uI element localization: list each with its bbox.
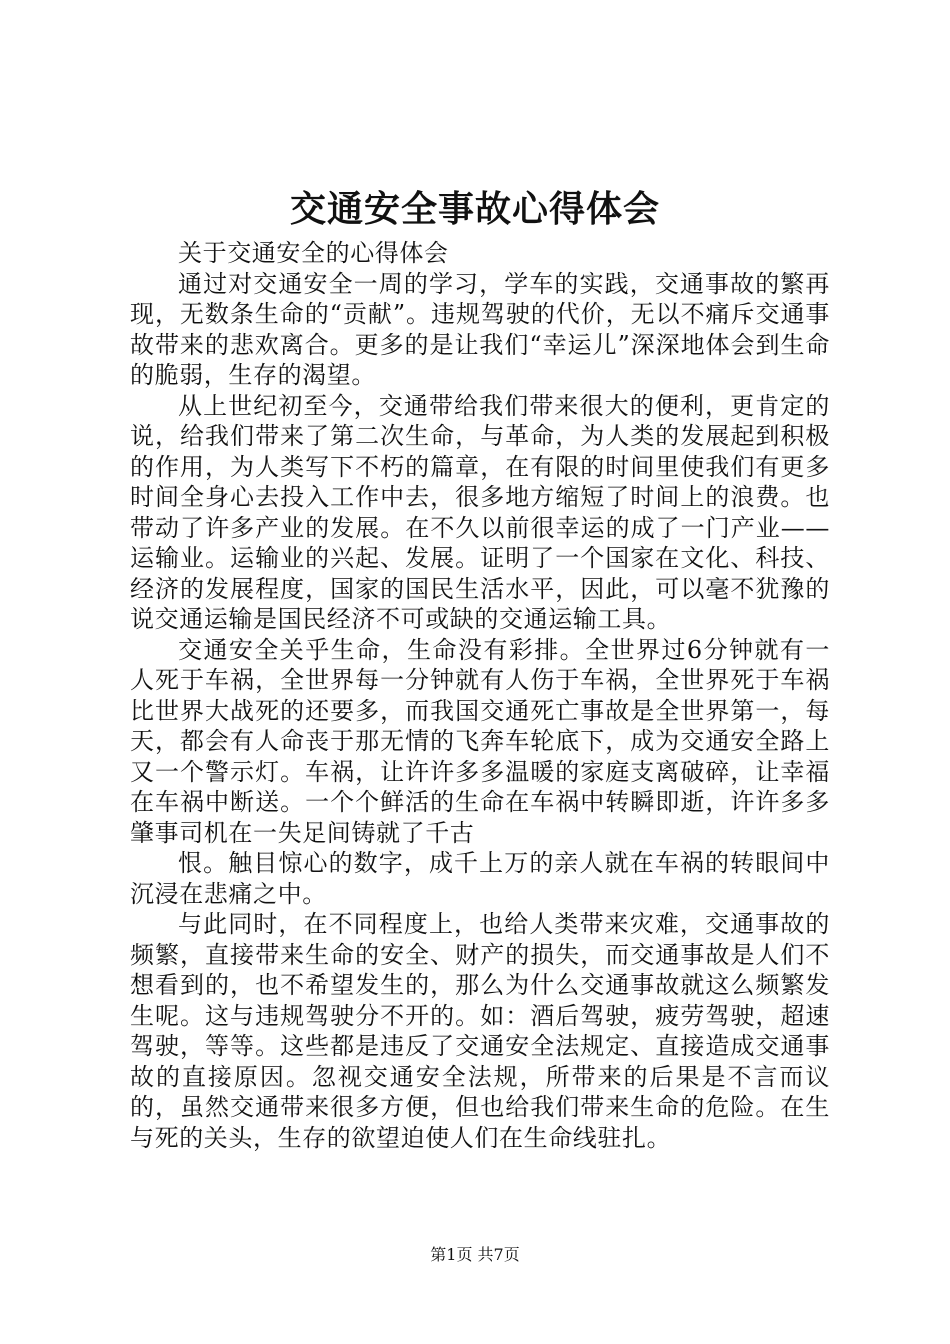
page-number-indicator: 第1页 共7页 xyxy=(430,1245,520,1264)
body-paragraph: 从上世纪初至今，交通带给我们带来很大的便利，更肯定的说，给我们带来了第二次生命，与革命，为人类的发展起到积极的作用，为人类写下不朽的篇章，在有限的时间里使我们有更多时间全身心去投入工作中去，很多地方缩短了时间上的浪费。也带动了许多产业的发展。在不久以前很幸运的成了一门产业——运输业。运输业的兴起、发展。证明了一个国家在文化、科技、经济的发展程度，国家的国民生活水平，因此，可以毫不犹豫的说交通运输是国民经济不可或缺的交通运输工具。 xyxy=(130,391,830,633)
subtitle-paragraph: 关于交通安全的心得体会 xyxy=(178,239,449,267)
document-body xyxy=(130,238,830,1153)
body-paragraph: 通过对交通安全一周的学习，学车的实践，交通事故的繁再现，无数条生命的“贡献”。违规驾驶的代价，无以不痛斥交通事故带来的悲欢离合。更多的是让我们“幸运儿”深深地体会到生命的脆弱，生存的渴望。 xyxy=(130,269,830,389)
body-paragraph: 交通安全关乎生命，生命没有彩排。全世界过6分钟就有一人死于车祸，全世界每一分钟就有人伤于车祸，全世界死于车祸比世界大战死的还要多，而我国交通死亡事故是全世界第一，每天，都会有人命丧于那无情的飞奔车轮底下，成为交通安全路上又一个警示灯。车祸，让许许多多温暖的家庭支离破碎，让幸福在车祸中断送。一个个鲜活的生命在车祸中转瞬即逝，许许多多肇事司机在一失足间铸就了千古 xyxy=(130,635,830,847)
body-paragraph: 与此同时，在不同程度上，也给人类带来灾难，交通事故的频繁，直接带来生命的安全、财产的损失，而交通事故是人们不想看到的，也不希望发生的，那么为什么交通事故就这么频繁发生呢。这与违规驾驶分不开的。如：酒后驾驶，疲劳驾驶，超速驾驶，等等。这些都是违反了交通安全法规定、直接造成交通事故的直接原因。忽视交通安全法规，所带来的后果是不言而议的，虽然交通带来很多方便，但也给我们带来生命的危险。在生与死的关头，生存的欲望迫使人们在生命线驻扎。 xyxy=(130,910,830,1152)
document-title: 交通安全事故心得体会 xyxy=(289,188,660,230)
body-paragraph: 恨。触目惊心的数字，成千上万的亲人就在车祸的转眼间中沉浸在悲痛之中。 xyxy=(130,849,830,908)
page-footer xyxy=(0,1244,950,1266)
